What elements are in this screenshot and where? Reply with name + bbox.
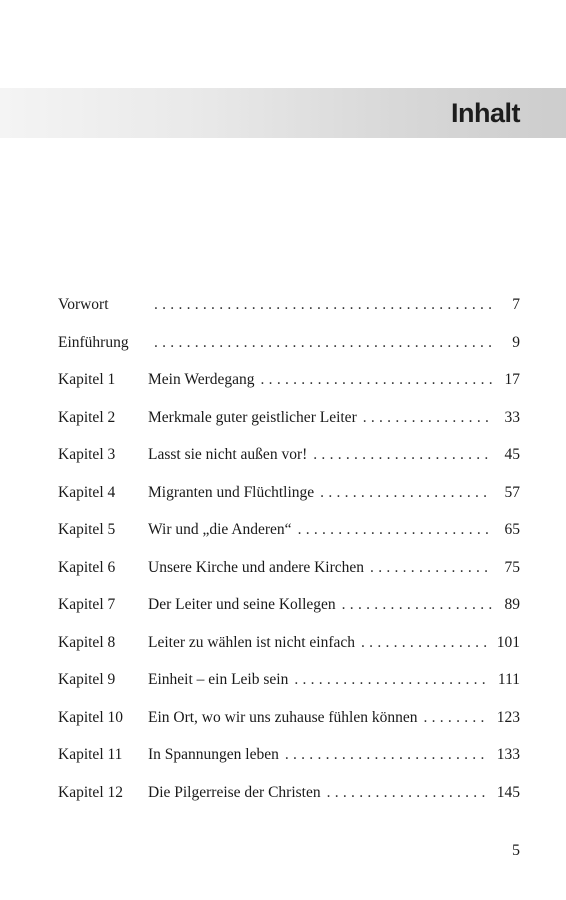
toc-leader-dots	[370, 559, 492, 577]
toc-row	[58, 521, 520, 559]
toc-leader-dots	[342, 596, 492, 614]
toc-row	[58, 634, 520, 672]
toc-label: Kapitel 6	[58, 558, 116, 576]
toc-page: 101	[496, 633, 520, 651]
toc-page: 89	[504, 596, 520, 613]
toc-entry	[148, 521, 492, 539]
toc-leader-dots	[285, 746, 489, 764]
toc-title: Lasst sie nicht außen vor!	[148, 446, 308, 463]
toc-page: 7	[512, 296, 520, 313]
toc-leader-dots	[363, 409, 492, 427]
toc-leader-dots	[320, 484, 492, 502]
toc-row	[58, 334, 520, 372]
toc-row	[58, 559, 520, 597]
toc-row	[58, 671, 520, 709]
toc-row	[58, 446, 520, 484]
toc-page: 57	[504, 483, 520, 501]
toc-row	[58, 746, 520, 784]
page-title: Inhalt	[451, 98, 520, 128]
toc-page: 65	[504, 521, 520, 538]
toc-title: Mein Werdegang	[148, 371, 255, 388]
toc-label: Kapitel 1	[58, 371, 116, 388]
toc-label: Kapitel 11	[58, 746, 123, 763]
toc-page: 111	[497, 671, 520, 688]
toc-entry	[148, 634, 489, 652]
toc-title: Migranten und Flüchtlinge	[148, 483, 315, 501]
toc-entry	[148, 484, 492, 502]
toc-entry	[148, 446, 492, 464]
toc-entry	[148, 671, 490, 689]
toc-leader-dots	[154, 296, 492, 314]
toc-leader-dots	[423, 709, 488, 727]
toc-label: Vorwort	[58, 296, 109, 313]
toc-leader-dots	[313, 446, 492, 464]
toc-entry	[148, 559, 492, 577]
toc-title: Leiter zu wählen ist nicht einfach	[148, 633, 356, 651]
toc-row	[58, 596, 520, 634]
toc-page: 45	[504, 446, 520, 463]
toc-page: 17	[504, 371, 520, 388]
toc-entry	[148, 746, 489, 764]
toc-label: Einführung	[58, 333, 129, 351]
toc-leader-dots	[261, 371, 492, 389]
toc-entry	[148, 334, 492, 352]
toc-row	[58, 409, 520, 447]
toc-row	[58, 484, 520, 522]
toc-page: 75	[504, 558, 520, 576]
toc-label: Kapitel 12	[58, 783, 123, 801]
toc-title: Der Leiter und seine Kollegen	[148, 596, 336, 613]
toc-title: Ein Ort, wo wir uns zuhause fühlen können	[148, 708, 418, 726]
toc-leader-dots	[327, 784, 489, 802]
toc-title: Einheit – ein Leib sein	[148, 671, 289, 688]
toc-leader-dots	[154, 334, 492, 352]
toc-title: Merkmale guter geistlicher Leiter	[148, 408, 357, 426]
table-of-contents	[58, 296, 520, 821]
toc-entry	[148, 409, 492, 427]
toc-entry	[148, 296, 492, 314]
toc-title: Die Pilgerreise der Christen	[148, 783, 321, 801]
toc-label: Kapitel 7	[58, 596, 116, 613]
toc-entry	[148, 371, 492, 389]
toc-page: 9	[512, 333, 520, 351]
toc-leader-dots	[361, 634, 489, 652]
toc-label: Kapitel 3	[58, 446, 116, 463]
page-number: 5	[512, 842, 520, 859]
toc-leader-dots	[294, 671, 490, 689]
toc-label: Kapitel 8	[58, 633, 116, 651]
toc-page: 145	[496, 783, 520, 801]
toc-label: Kapitel 4	[58, 483, 116, 501]
toc-row	[58, 371, 520, 409]
toc-label: Kapitel 10	[58, 708, 123, 726]
toc-leader-dots	[298, 521, 492, 539]
toc-label: Kapitel 5	[58, 521, 116, 538]
toc-title: Wir und „die Anderen“	[148, 521, 292, 538]
toc-title: In Spannungen leben	[148, 746, 279, 763]
toc-row	[58, 709, 520, 747]
toc-title: Unsere Kirche und andere Kirchen	[148, 558, 365, 576]
toc-row	[58, 784, 520, 822]
toc-label: Kapitel 9	[58, 671, 116, 688]
toc-entry	[148, 709, 489, 727]
toc-page: 123	[496, 708, 520, 726]
toc-row	[58, 296, 520, 334]
toc-entry	[148, 596, 492, 614]
toc-page: 33	[504, 408, 520, 426]
toc-page: 133	[496, 746, 520, 763]
toc-entry	[148, 784, 489, 802]
toc-label: Kapitel 2	[58, 408, 116, 426]
